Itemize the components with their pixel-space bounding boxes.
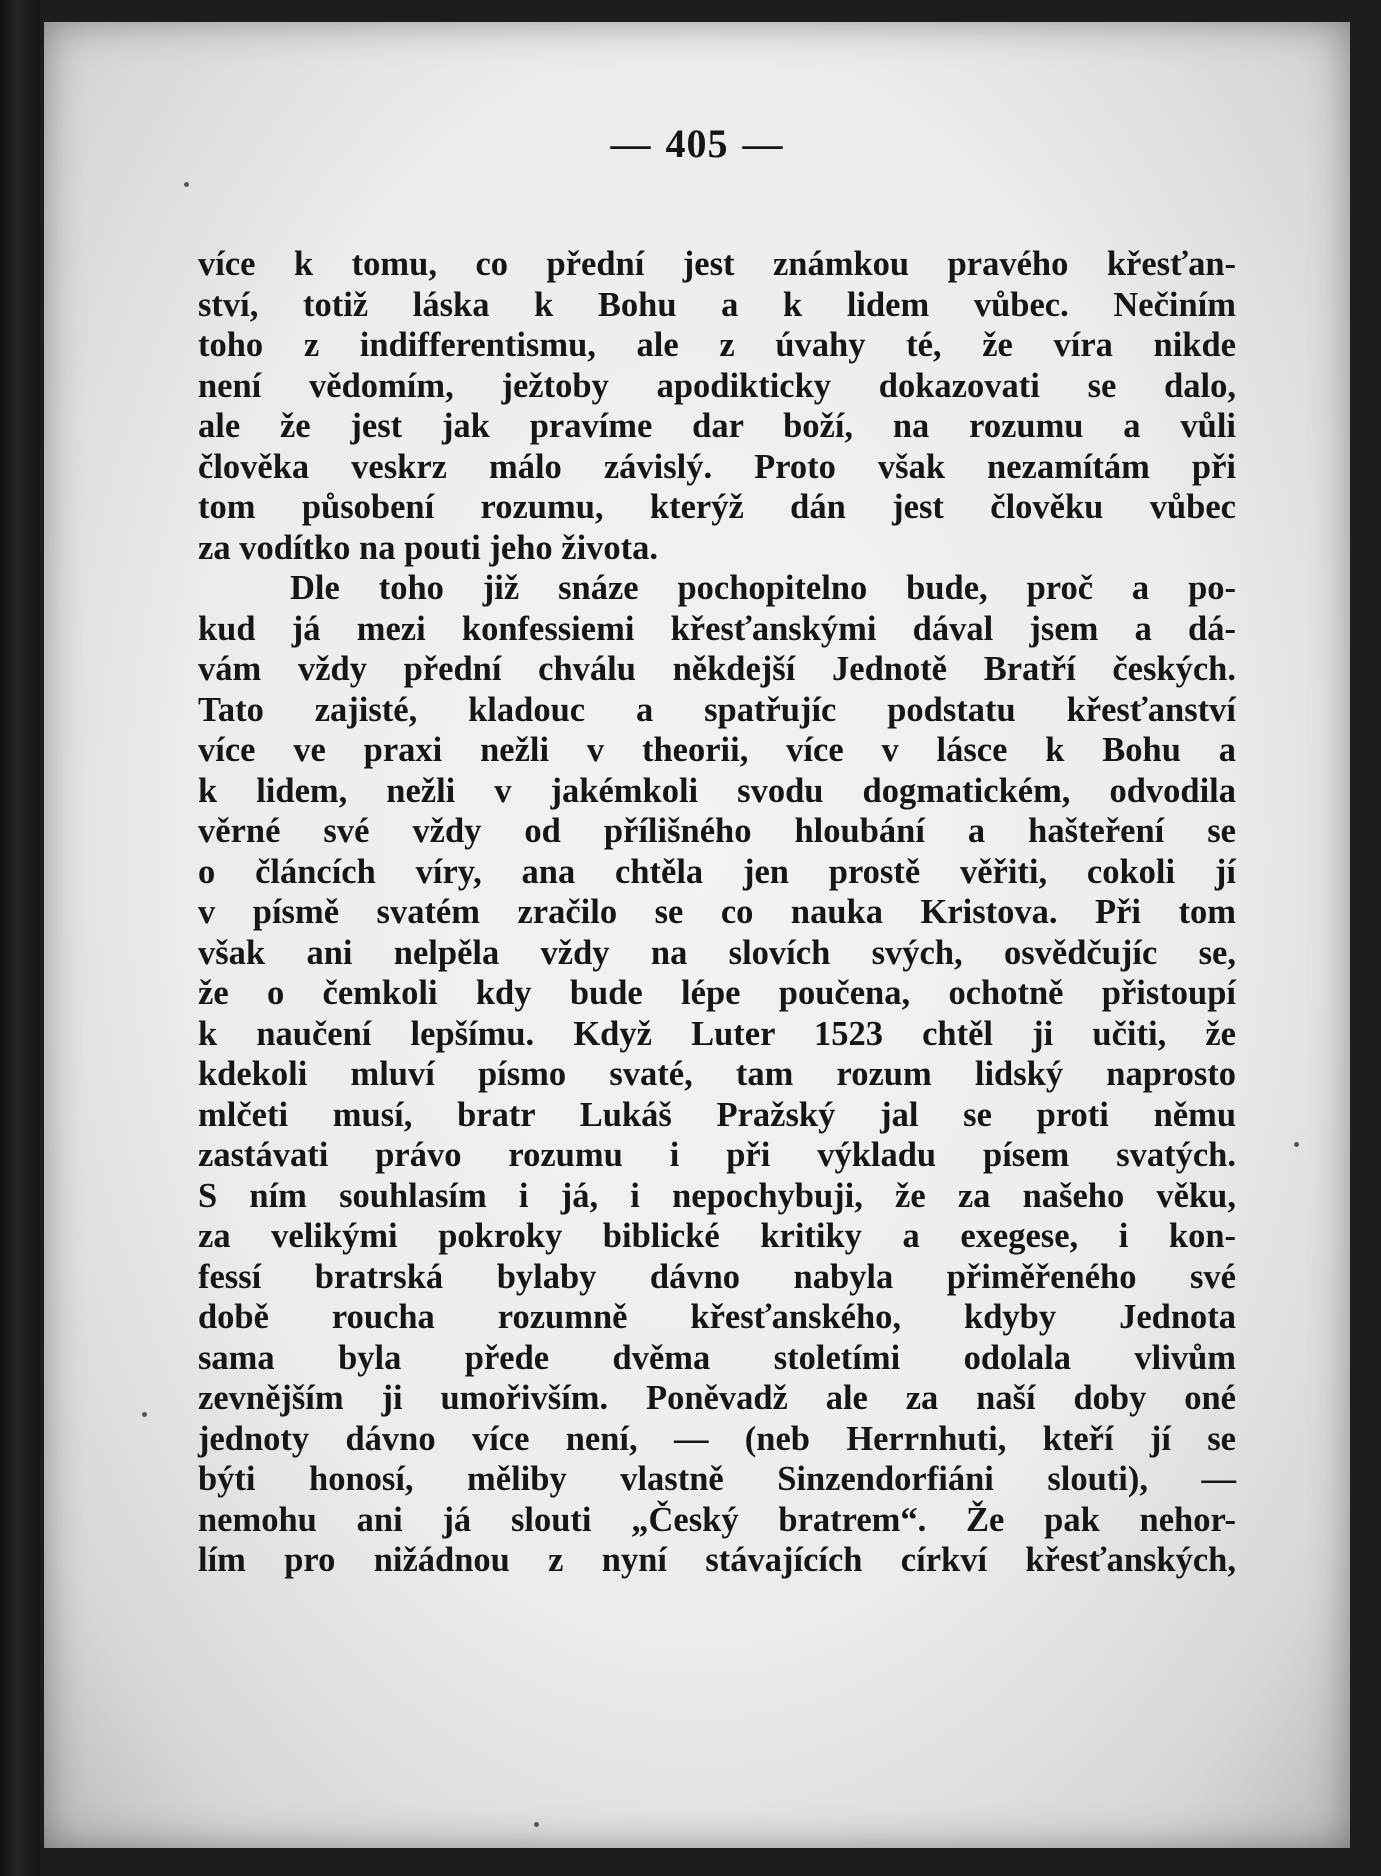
header-left-dash: — [610,121,652,166]
page-sheet [44,22,1350,1848]
page-body [198,244,1236,1581]
text-line: k naučení lepšímu. Když Luter 1523 chtěl ji učiti, že [198,1014,1236,1053]
text-line: k lidem, nežli v jakémkoli svodu dogmatickém, odvodila [198,771,1236,810]
text-line: zastávati právo rozumu i při výkladu písem svatých. [198,1136,1236,1174]
text-line: tom působení rozumu, kterýž dán jest člověku vůbec [198,488,1236,526]
text-line: lím pro nižádnou z nyní stávajících církví křesťanských, [198,1541,1236,1579]
text-line: nemohu ani já slouti „Český bratrem“. Že pak nehor- [198,1500,1236,1539]
text-line: ale že jest jak pravíme dar boží, na rozumu a vůli [198,407,1236,445]
print-speck [534,1822,539,1827]
text-line: o článcích víry, ana chtěla jen prostě věřiti, cokoli jí [198,852,1236,891]
text-line: S ním souhlasím i já, i nepochybuji, že za našeho věku, [198,1176,1236,1215]
text-line: za velikými pokroky biblické kritiky a exegese, i kon- [198,1217,1236,1255]
header-right-dash: — [742,121,784,166]
text-line: kud já mezi konfessiemi křesťanskými dával jsem a dá- [198,609,1236,648]
page-header [44,120,1350,167]
text-line: zevnějším ji umořivším. Poněvadž ale za naší doby oné [198,1379,1236,1417]
text-line: toho z indifferentismu, ale z úvahy té, že víra nikde [198,326,1236,364]
text-line: není vědomím, ježtoby apodikticky dokazovati se dalo, [198,366,1236,405]
text-line: však ani nelpěla vždy na slovích svých, osvědčujíc se, [198,933,1236,972]
text-line: za vodítko na pouti jeho života. [198,528,659,567]
text-line: více ve praxi nežli v theorii, více v lásce k Bohu a [198,731,1236,769]
text-line: jednoty dávno více není, — (neb Herrnhuti, kteří jí se [198,1419,1236,1458]
text-line: Tato zajisté, kladouc a spatřujíc podstatu křesťanství [198,690,1236,729]
text-line: ství, totiž láska k Bohu a k lidem vůbec. Nečiním [198,285,1236,324]
text-line: sama byla přede dvěma stoletími odolala vlivům [198,1338,1236,1377]
text-line: v písmě svatém zračilo se co nauka Kristova. Při tom [198,893,1236,931]
text-line: více k tomu, co přední jest známkou pravého křesťan- [198,245,1236,283]
text-line: býti honosí, měliby vlastně Sinzendorfiáni slouti), — [198,1460,1236,1498]
book-spine-edge [0,0,40,1876]
print-speck [184,182,189,187]
text-line: člověka veskrz málo závislý. Proto však nezamítám při [198,447,1236,486]
text-line: kdekoli mluví písmo svaté, tam rozum lidský naprosto [198,1055,1236,1093]
text-line: době roucha rozumně křesťanského, kdyby Jednota [198,1298,1236,1336]
page-number: 405 [665,121,729,166]
text-line: mlčeti musí, bratr Lukáš Pražský jal se proti němu [198,1095,1236,1134]
print-speck [1294,1142,1299,1147]
text-line: že o čemkoli kdy bude lépe poučena, ochotně přistoupí [198,974,1236,1012]
paragraph-start-line: Dle toho již snáze pochopitelno bude, proč a po- [290,569,1236,607]
print-speck [142,1412,147,1417]
text-line: fessí bratrská bylaby dávno nabyla přiměřeného své [198,1257,1236,1296]
text-line: věrné své vždy od přílišného hloubání a hašteření se [198,812,1236,850]
text-line: vám vždy přední chválu někdejší Jednotě Bratří českých. [198,650,1236,688]
